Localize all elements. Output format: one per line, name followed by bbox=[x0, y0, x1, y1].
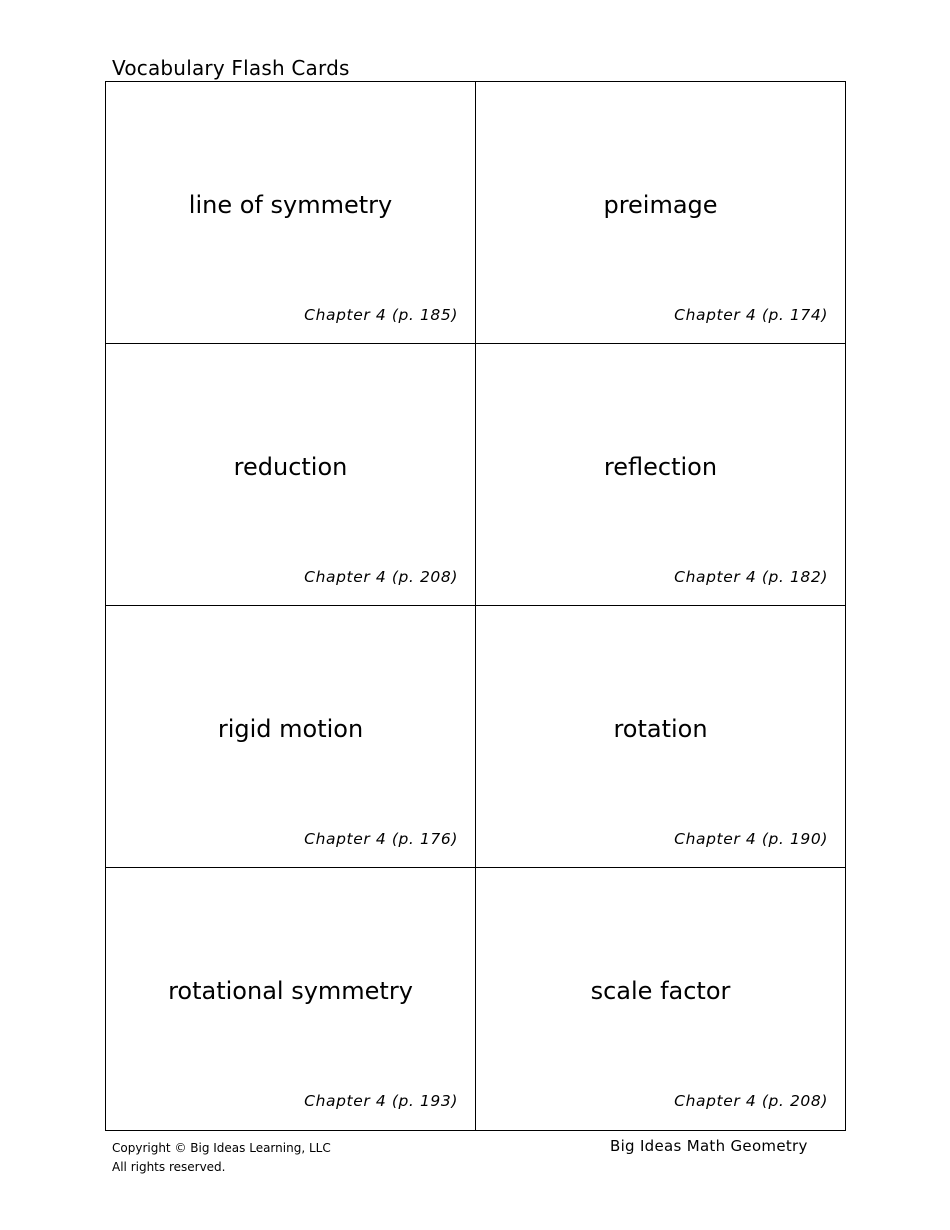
flash-card bbox=[476, 82, 845, 344]
flash-card bbox=[476, 606, 845, 868]
card-term: rotational symmetry bbox=[168, 977, 413, 1005]
flash-card bbox=[106, 344, 476, 606]
card-term: scale factor bbox=[590, 977, 731, 1005]
copyright-notice bbox=[112, 1139, 331, 1177]
card-reference: Chapter 4 (p. 193) bbox=[304, 1092, 458, 1110]
card-term: rotation bbox=[613, 715, 708, 743]
flash-card bbox=[106, 606, 476, 868]
card-term: rigid motion bbox=[217, 715, 364, 743]
flash-card bbox=[106, 82, 476, 344]
flash-card-grid bbox=[105, 81, 846, 1131]
copyright-line: Copyright © Big Ideas Learning, LLC bbox=[112, 1141, 331, 1155]
rights-line: All rights reserved. bbox=[112, 1160, 226, 1174]
flash-card bbox=[106, 868, 476, 1130]
card-reference: Chapter 4 (p. 182) bbox=[674, 568, 828, 586]
card-reference: Chapter 4 (p. 208) bbox=[304, 568, 458, 586]
card-term: reduction bbox=[233, 453, 348, 481]
card-reference: Chapter 4 (p. 174) bbox=[674, 306, 828, 324]
card-reference: Chapter 4 (p. 208) bbox=[674, 1092, 828, 1110]
card-reference: Chapter 4 (p. 185) bbox=[304, 306, 458, 324]
book-title: Big Ideas Math Geometry bbox=[610, 1137, 808, 1155]
card-term: preimage bbox=[603, 191, 718, 219]
card-reference: Chapter 4 (p. 176) bbox=[304, 830, 458, 848]
flash-card bbox=[476, 344, 845, 606]
card-reference: Chapter 4 (p. 190) bbox=[674, 830, 828, 848]
card-term: reflection bbox=[603, 453, 718, 481]
flash-card bbox=[476, 868, 845, 1130]
card-term: line of symmetry bbox=[188, 191, 393, 219]
page-title: Vocabulary Flash Cards bbox=[112, 56, 350, 80]
